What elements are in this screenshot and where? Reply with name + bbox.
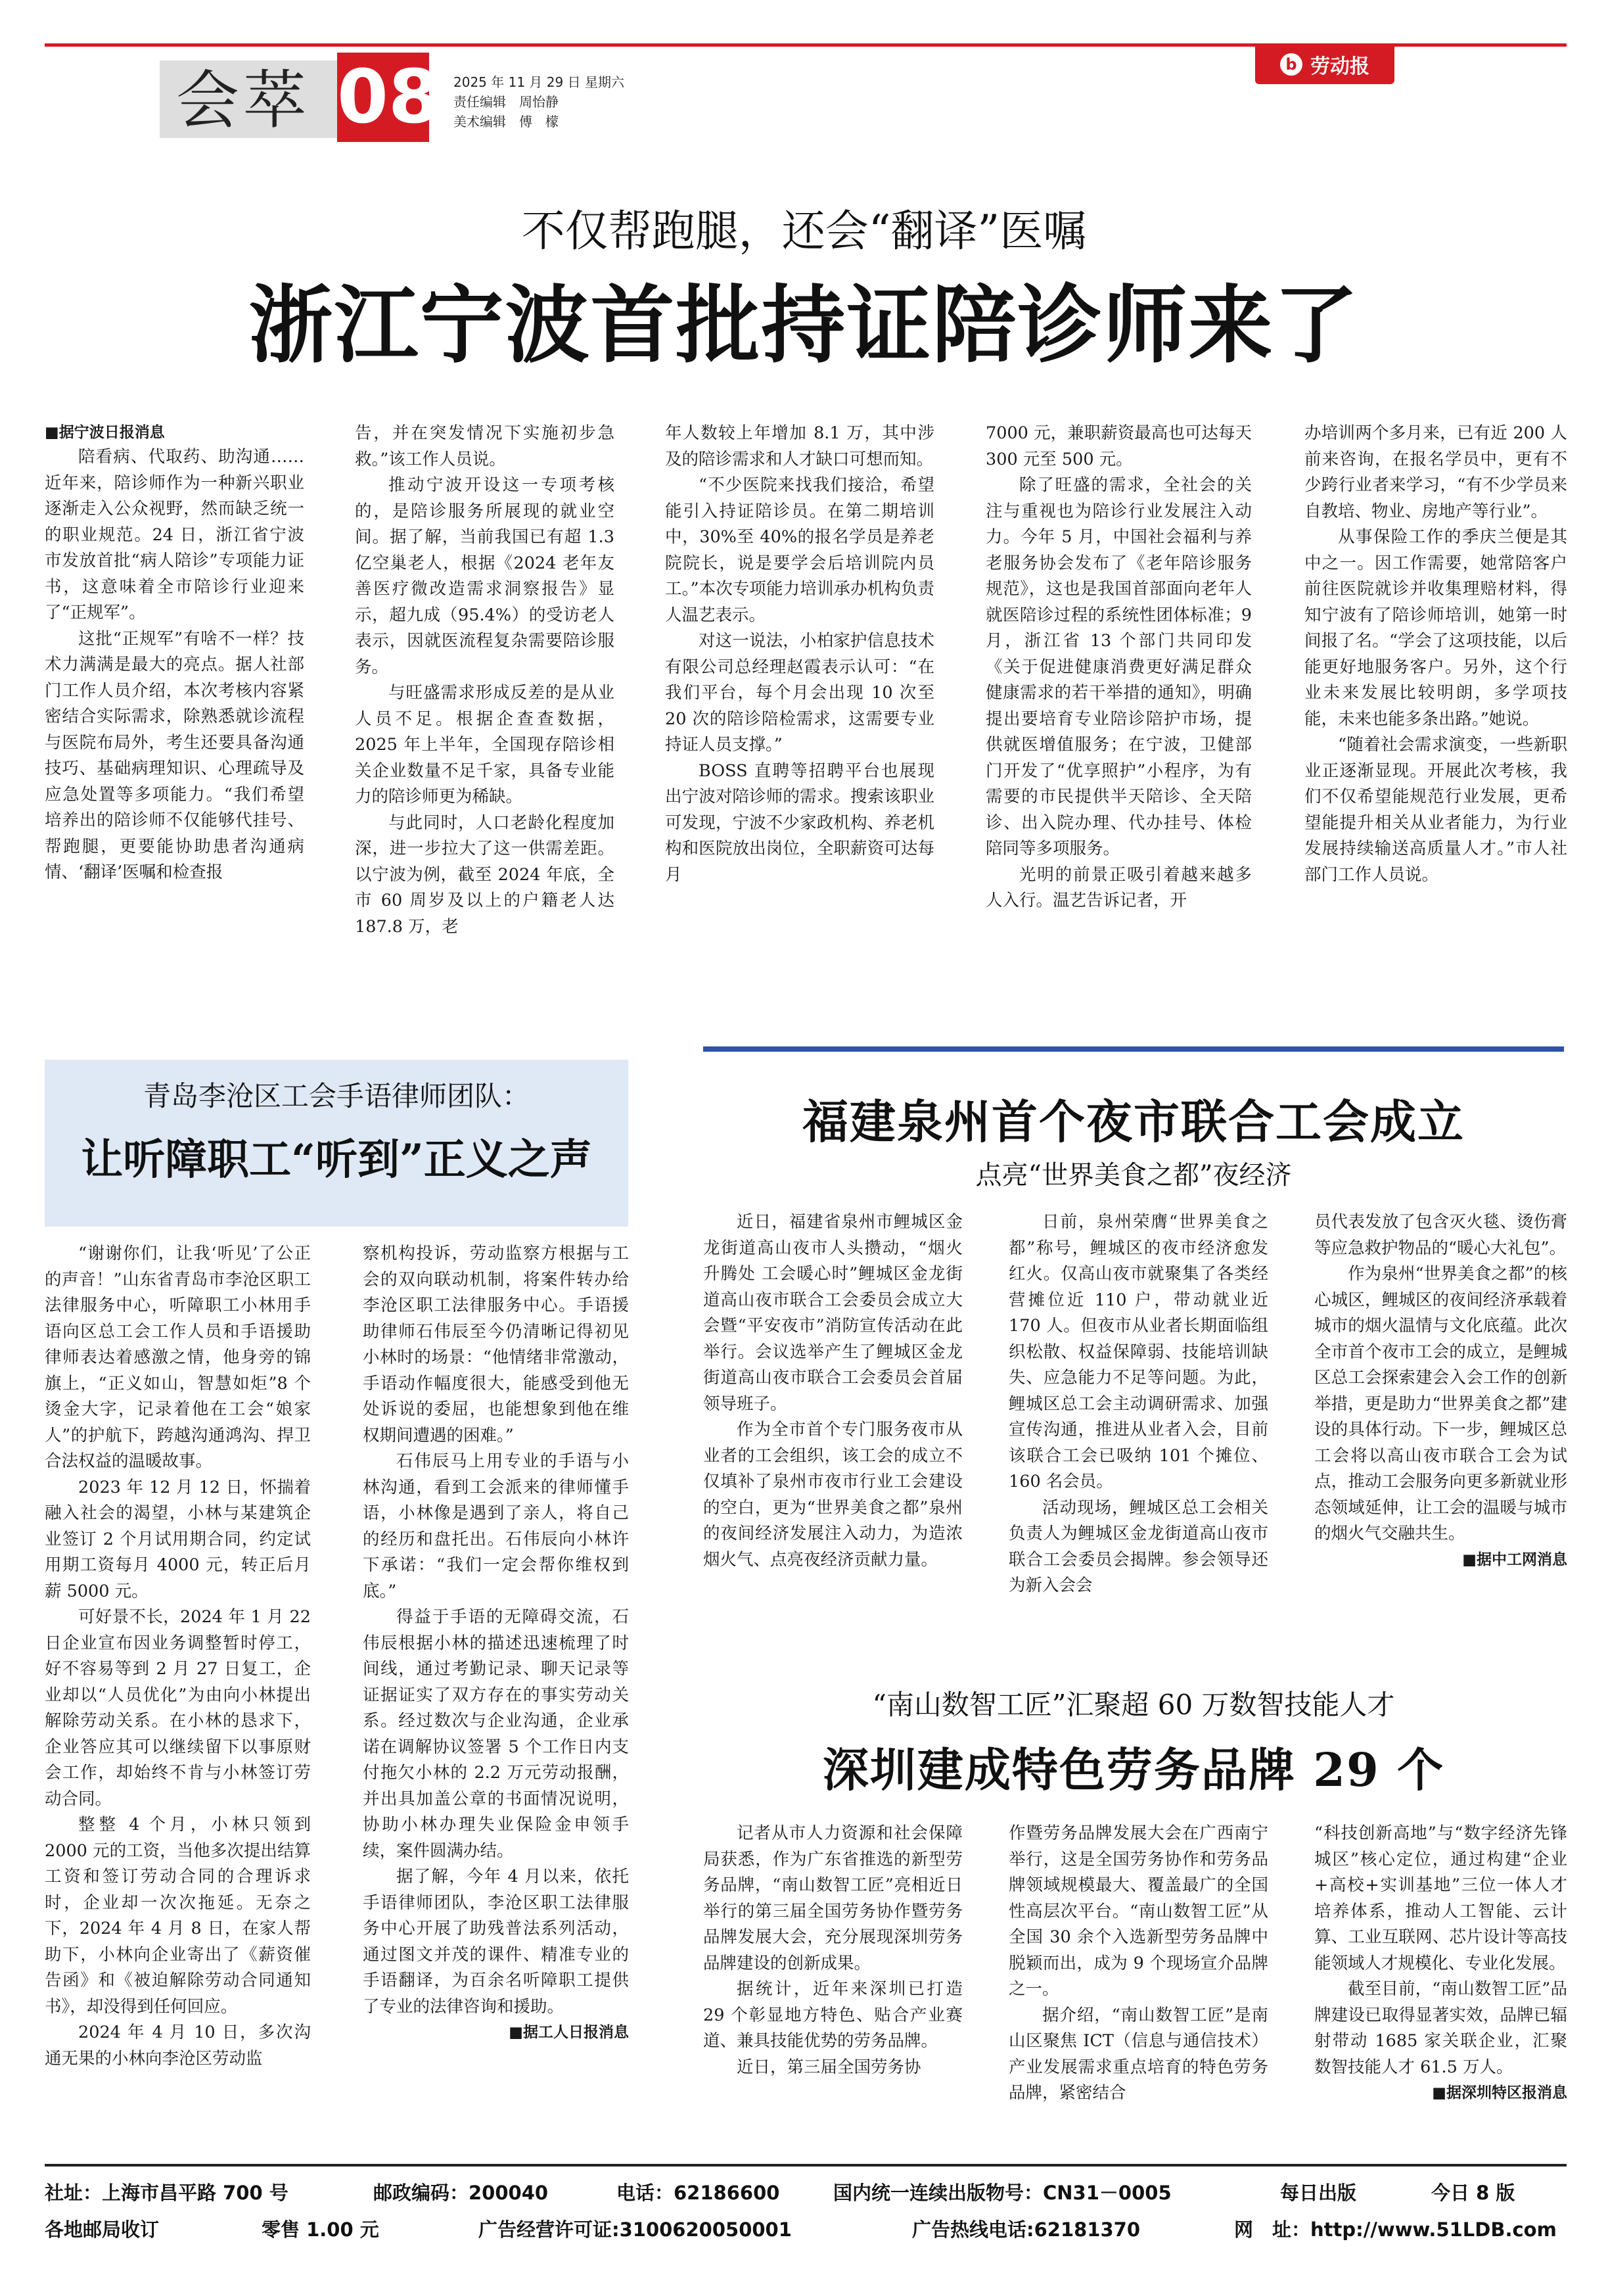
article2-paragraph: 石伟辰马上用专业的手语与小林沟通，看到工会派来的律师懂手语，小林像是遇到了亲人，将自己的经历和盘托出。石伟辰向小林许下承诺：“我们一定会帮你维权到底。”: [363, 1451, 629, 1601]
article1-paragraph: 从事保险工作的季庆兰便是其中之一。因工作需要，她常陪客户前往医院就诊并收集理赔材料，得知宁波有了陪诊师培训，她第一时间报了名。“学会了这项技能，以后能更好地服务客户。另外，这个行业未来发展比较明朗，多学项技能，未来也能多条出路。”她说。: [1304, 527, 1567, 729]
article3-subtitle: 点亮“世界美食之都”夜经济: [975, 1160, 1292, 1190]
paper-logo: [1255, 45, 1394, 84]
article2-paragraph: 据了解，今年 4 月以来，依托手语律师团队，李沧区职工法律服务中心开展了助残普法系列活动，通过图文并茂的课件、精准专业的手语翻译，为百余名听障职工提供了专业的法律咨询和援助。: [363, 1867, 629, 2017]
page-number: 08: [337, 53, 429, 142]
footer-cn-number: 国内统一连续出版物号：CN31－0005: [833, 2182, 1172, 2204]
footer-ad-hotline: 广告热线电话:62181370: [912, 2218, 1141, 2241]
article1-column-4: [986, 421, 1252, 914]
article2-byline: ■据工人日报消息: [509, 2024, 629, 2041]
footer-price: 零售 1.00 元: [262, 2218, 379, 2241]
issue-meta: [453, 72, 624, 131]
article1-paragraph: 除了旺盛的需求，全社会的关注与重视也为陪诊行业发展注入动力。今年 5 月，中国社会福利与养老服务协会发布了《老年陪诊服务规范》，这也是我国首部面向老年人就医陪诊过程的系统性团体标准；9 月，浙江省 13 个部门共同印发《关于促进健康消费更好满足群众健康需求的若干举措的通知》，明确提出要培育专业陪诊陪护市场，提供就医增值服务；在宁波，卫健部门开发了“优享照护”小程序，为有需要的市民提供半天陪诊、全天陪诊、出入院办理、代办挂号、体检陪同等多项服务。: [986, 475, 1252, 858]
article4-paragraph: “科技创新高地”与“数字经济先锋城区”核心定位，通过构建“企业+高校+实训基地”三位一体人才培养体系，推动人工智能、云计算、工业互联网、芯片设计等高技能领域人才规模化、专业化发展。: [1314, 1823, 1567, 1973]
article1-paragraph: 对这一说法，小柏家护信息技术有限公司总经理赵霞表示认可：“在我们平台，每个月会出现 10 次至 20 次的陪诊陪检需求，这需要专业持证人员支撑。”: [665, 631, 934, 755]
article1-paragraph: 7000 元，兼职薪资最高也可达每天 300 元至 500 元。: [986, 423, 1252, 469]
footer-phone: 电话：62186600: [616, 2182, 780, 2204]
article2-column-2: [363, 1241, 629, 2046]
article2-kicker: 青岛李沧区工会手语律师团队：: [143, 1080, 530, 1112]
footer-line-2: [45, 2216, 1567, 2245]
article4-title: 深圳建成特色劳务品牌 29 个: [822, 1743, 1445, 1797]
article3-blue-rule: [703, 1046, 1564, 1052]
article3-column-1: [703, 1209, 963, 1573]
article1-title: 浙江宁波首批持证陪诊师来了: [248, 276, 1360, 375]
article2-paragraph: 可好景不长，2024 年 1 月 22 日企业宣布因业务调整暂时停工，好不容易等到 2 月 27 日复工，企业却以“人员优化”为由向小林提出解除劳动关系。在小林的恳求下，企业答应其可以继续留下以事原财会工作，却始终不肯与小林签订劳动合同。: [45, 1607, 311, 1809]
article1-paragraph: 推动宁波开设这一专项考核的，是陪诊服务所展现的就业空间。据了解，当前我国已有超 1.3 亿空巢老人，根据《2024 老年友善医疗微改造需求洞察报告》显示，超九成（95.4%）的受访老人表示，因就医流程复杂需要陪诊服务。: [355, 475, 614, 677]
article3-paragraph: 日前，泉州荣膺“世界美食之都”称号，鲤城区的夜市经济愈发红火。仅高山夜市就聚集了各类经营摊位近 110 户，带动就业近 170 人。但夜市从业者长期面临组织松散、权益保障弱、技能培训缺失、应急能力不足等问题。为此，鲤城区总工会主动调研需求、加强宣传沟通，推进从业者入会，目前该联合工会已吸纳 101 个摊位、160 名会员。: [1009, 1212, 1268, 1491]
footer-ad-license: 广告经营许可证:3100620050001: [478, 2218, 792, 2241]
article1-kicker: 不仅帮跑腿，还会“翻译”医嘱: [521, 206, 1087, 256]
article2-paragraph: 2024 年 4 月 10 日，多次沟通无果的小林向李沧区劳动监: [45, 2023, 311, 2069]
article4-byline: ■据深圳特区报消息: [1432, 2084, 1567, 2101]
article1-paragraph: 告，并在突发情况下实施初步急救。”该工作人员说。: [355, 423, 614, 469]
article2-column-1: [45, 1241, 311, 2072]
section-name: 会萃: [176, 64, 310, 137]
article2-paragraph: 得益于手语的无障碍交流，石伟辰根据小林的描述迅速梳理了时间线，通过考勤记录、聊天记录等证据证实了双方存在的事实劳动关系。经过数次与企业沟通，企业承诺在调解协议签署 5 个工作日内支付拖欠小林的 2.2 万元劳动报酬，并出具加盖公章的书面情况说明，协助小林办理失业保险金申领手续，案件圆满办结。: [363, 1607, 629, 1861]
article4-column-3: [1314, 1821, 1567, 2107]
article1-column-5: [1304, 421, 1567, 888]
footer-address: 社址：上海市昌平路 700 号: [45, 2182, 288, 2204]
article3-column-3: [1314, 1209, 1567, 1573]
article4-paragraph: 据介绍，“南山数智工匠”是南山区聚焦 ICT（信息与通信技术）产业发展需求重点培育的特色劳务品牌，紧密结合: [1009, 2005, 1268, 2103]
footer-website: 网 址：http://www.51LDB.com: [1234, 2218, 1557, 2241]
issue-date: 2025 年 11 月 29 日 星期六: [453, 74, 624, 90]
article4-kicker: “南山数智工匠”汇聚超 60 万数智技能人才: [872, 1689, 1395, 1721]
logo-mark-icon: b: [1280, 53, 1302, 76]
article3-paragraph: 作为全市首个专门服务夜市从业者的工会组织，该工会的成立不仅填补了泉州市夜市行业工会建设的空白，更为“世界美食之都”泉州的夜间经济发展注入动力，为造浓烟火气、点亮夜经济贡献力量。: [703, 1420, 963, 1570]
article3-paragraph: 活动现场，鲤城区总工会相关负责人为鲤城区金龙街道高山夜市联合工会委员会揭牌。参会领导还为新入会会: [1009, 1497, 1268, 1595]
article4-paragraph: 截至目前，“南山数智工匠”品牌建设已取得显著实效，品牌已辐射带动 1685 家关联企业，汇聚数智技能人才 61.5 万人。: [1314, 1979, 1567, 2077]
article4-column-1: [703, 1821, 963, 2080]
art-editor: 美术编辑 傅 檬: [453, 114, 559, 129]
article1-paragraph: 与旺盛需求形成反差的是从业人员不足。根据企查查数据，2025 年上半年，全国现存陪诊相关企业数量不足千家，具备专业能力的陪诊师更为稀缺。: [355, 683, 614, 807]
article1-column-1: [45, 421, 304, 886]
article3-paragraph: 员代表发放了包含灭火毯、烫伤膏等应急救护物品的“暖心大礼包”。: [1314, 1212, 1567, 1258]
article3-paragraph: 近日，福建省泉州市鲤城区金龙街道高山夜市人头攒动，“烟火升腾处 工会暖心时”鲤城区金龙街道高山夜市联合工会委员会成立大会暨“平安夜市”消防宣传活动在此举行。会议选举产生了鲤城区金龙街道高山夜市联合工会委员会首届领导班子。: [703, 1212, 963, 1414]
footer-frequency: 每日出版: [1280, 2182, 1357, 2204]
footer-rule: [45, 2164, 1567, 2167]
article1-paragraph: 陪看病、代取药、助沟通……近年来，陪诊师作为一种新兴职业逐渐走入公众视野，然而缺乏统一的职业规范。24 日，浙江省宁波市发放首批“病人陪诊”专项能力证书，这意味着全市陪诊行业迎来了“正规军”。: [45, 447, 304, 622]
article2-title: 让听障职工“听到”正义之声: [81, 1135, 592, 1184]
footer-postcode: 邮政编码：200040: [373, 2182, 549, 2204]
article1-paragraph: 年人数较上年增加 8.1 万，其中涉及的陪诊需求和人才缺口可想而知。: [665, 423, 934, 469]
article4-paragraph: 作暨劳务品牌发展大会在广西南宁举行，这是全国劳务协作和劳务品牌领域规模最大、覆盖最广的全国性高层次平台。“南山数智工匠”从全国 30 余个入选新型劳务品牌中脱颖而出，成为 9 个现场宣介品牌之一。: [1009, 1823, 1268, 1999]
article4-paragraph: 近日，第三届全国劳务协: [737, 2057, 921, 2077]
article1-paragraph: 办培训两个多月来，已有近 200 人前来咨询，在报名学员中，更有不少跨行业者来学习，“有不少学员来自教培、物业、房地产等行业”。: [1304, 423, 1567, 521]
article1-paragraph: 与此同时，人口老龄化程度加深，进一步拉大了这一供需差距。以宁波为例，截至 2024 年底，全市 60 周岁及以上的户籍老人达 187.8 万，老: [355, 812, 614, 937]
article1-byline: ■据宁波日报消息: [45, 424, 165, 441]
article2-paragraph: 2023 年 12 月 12 日，怀揣着融入社会的渴望，小林与某建筑企业签订 2 个月试用期合同，约定试用期工资每月 4000 元，转正后月薪 5000 元。: [45, 1477, 311, 1601]
article1-paragraph: 这批“正规军”有啥不一样？技术力满满是最大的亮点。据人社部门工作人员介绍，本次考核内容紧密结合实际需求，除熟悉就诊流程与医院布局外，考生还要具备沟通技巧、基础病理知识、心理疏导及应急处置等多项能力。“我们希望培养出的陪诊师不仅能够代挂号、帮跑腿，更要能协助患者沟通病情、‘翻译’医嘱和检查报: [45, 628, 304, 882]
article3-title: 福建泉州首个夜市联合工会成立: [802, 1094, 1465, 1149]
article1-paragraph: 光明的前景正吸引着越来越多人入行。温艺告诉记者，开: [986, 864, 1252, 910]
responsible-editor: 责任编辑 周怡静: [453, 94, 559, 110]
article4-paragraph: 记者从市人力资源和社会保障局获悉，作为广东省推选的新型劳务品牌，“南山数智工匠”亮相近日举行的第三届全国劳务协作暨劳务品牌发展大会，充分展现深圳劳务品牌建设的创新成果。: [703, 1823, 963, 1973]
footer-line-1: [45, 2180, 1567, 2209]
article1-column-3: [665, 421, 934, 888]
article1-paragraph: BOSS 直聘等招聘平台也展现出宁波对陪诊师的需求。搜索该职业可发现，宁波不少家政机构、养老机构和医院放出岗位，全职薪资可达每月: [665, 761, 934, 885]
article2-paragraph: 察机构投诉，劳动监察方根据与工会的双向联动机制，将案件转办给李沧区职工法律服务中心。手语援助律师石伟辰至今仍清晰记得初见小林时的场景：“他情绪非常激动，手语动作幅度很大，能感受到他无处诉说的委屈，也能想象到他在维权期间遭遇的困难。”: [363, 1244, 629, 1445]
article3-column-2: [1009, 1209, 1268, 1599]
article1-column-2: [355, 421, 614, 940]
footer-pages: 今日 8 版: [1431, 2182, 1515, 2204]
footer-subscribe: 各地邮局收订: [45, 2218, 160, 2241]
article1-paragraph: “不少医院来找我们接洽，希望能引入持证陪诊员。在第二期培训中，30%至 40%的报名学员是养老院院长，说是要学会后培训院内员工。”本次专项能力培训承办机构负责人温艺表示。: [665, 475, 934, 625]
article3-byline: ■据中工网消息: [1462, 1551, 1567, 1568]
article4-column-2: [1009, 1821, 1268, 2107]
article1-paragraph: “随着社会需求演变，一些新职业正逐渐显现。开展此次考核，我们不仅希望能规范行业发展，更希望能提升相关从业者能力，为行业发展持续输送高质量人才。”市人社部门工作人员说。: [1304, 735, 1567, 885]
article3-paragraph: 作为泉州“世界美食之都”的核心城区，鲤城区的夜间经济承载着城市的烟火温情与文化底蕴。此次全市首个夜市工会的成立，是鲤城区总工会探索建会入会工作的创新举措，更是助力“世界美食之都”建设的具体行动。下一步，鲤城区总工会将以高山夜市联合工会为试点，推动工会服务向更多新就业形态领域延伸，让工会的温暖与城市的烟火气交融共生。: [1314, 1264, 1567, 1543]
paper-name: 劳动报: [1310, 55, 1369, 78]
article2-paragraph: 整整 4 个月，小林只领到 2000 元的工资，当他多次提出结算工资和签订劳动合同的合理诉求时，企业却一次次拖延。无奈之下，2024 年 4 月 8 日，在家人帮助下，小林向企业寄出了《薪资催告函》和《被迫解除劳动合同通知书》，却没得到任何回应。: [45, 1815, 311, 2017]
article4-paragraph: 据统计，近年来深圳已打造 29 个彰显地方特色、贴合产业赛道、兼具技能优势的劳务品牌。: [703, 1979, 963, 2051]
article2-paragraph: “谢谢你们，让我‘听见’了公正的声音！”山东省青岛市李沧区职工法律服务中心，听障职工小林用手语向区总工会工作人员和手语援助律师表达着感激之情，他身旁的锦旗上，“正义如山，智慧如炬”8 个烫金大字，记录着他在工会“娘家人”的护航下，跨越沟通鸿沟、捍卫合法权益的温暖故事。: [45, 1244, 311, 1471]
